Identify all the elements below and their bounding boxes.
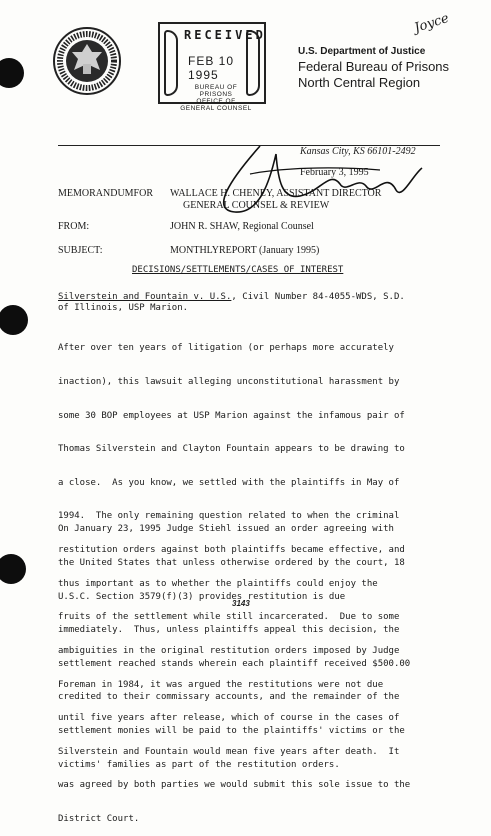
stamp-bureau-line1: BUREAU OF PRISONS bbox=[194, 84, 238, 98]
stamp-bureau bbox=[180, 84, 252, 112]
paragraph-2 bbox=[58, 502, 410, 782]
paragraph-line: credited to their commissary accounts, and the remainder of the bbox=[58, 692, 400, 703]
memo-subject-value: MONTHLYREPORT (January 1995) bbox=[170, 245, 320, 256]
paragraph-line: fruits of the settlement while still incarcerated. Due to some bbox=[58, 612, 400, 623]
paragraph-line: immediately. Thus, unless plaintiffs appeal this decision, the bbox=[58, 625, 400, 636]
section-heading: DECISIONS/SETTLEMENTS/CASES OF INTEREST bbox=[132, 265, 344, 275]
case-title: Silverstein and Fountain v. U.S. bbox=[58, 292, 232, 302]
paragraph-line: victims' families as part of the restitution orders. bbox=[58, 759, 340, 770]
location: Kansas City, KS 66101-2492 bbox=[300, 146, 416, 157]
case-citation bbox=[58, 292, 405, 303]
paragraph-line: settlement monies will be paid to the plaintiffs' victims or the bbox=[58, 726, 405, 737]
case-citation-line2: of Illinois, USP Marion. bbox=[58, 303, 189, 313]
paragraph-line: Foreman in 1984, it was argued the restitutions were not due bbox=[58, 679, 384, 690]
memo-subject-label: SUBJECT: bbox=[58, 245, 103, 256]
page-number: 3143 bbox=[232, 599, 250, 608]
paragraph-line: Silverstein and Fountain would mean five years after death. It bbox=[58, 746, 400, 757]
agency-region: North Central Region bbox=[298, 75, 421, 90]
handwritten-signature bbox=[190, 140, 430, 222]
punch-hole-bottom bbox=[0, 554, 26, 584]
memo-for-label: MEMORANDUMFOR bbox=[58, 188, 154, 199]
paragraph-line: restitution orders against both plaintiffs became effective, and bbox=[58, 545, 405, 556]
paragraph-line: inaction), this lawsuit alleging unconstitutional harassment by bbox=[58, 377, 400, 388]
received-stamp bbox=[158, 22, 266, 112]
doj-seal-icon bbox=[52, 26, 122, 96]
paragraph-line: until five years after release, which of course in the cases of bbox=[58, 713, 400, 724]
stamp-received-text: RECEIVED bbox=[184, 28, 266, 42]
paragraph-line: ambiguities in the original restitution orders imposed by Judge bbox=[58, 645, 400, 656]
paragraph-line: On January 23, 1995 Judge Stiehl issued an order agreeing with bbox=[58, 524, 394, 535]
agency-bureau: Federal Bureau of Prisons bbox=[298, 59, 450, 74]
memo-for-line2: GENERAL COUNSEL & REVIEW bbox=[183, 200, 330, 211]
memo-for-line1: WALLACE H. CHENEY, ASSISTANT DIRECTOR bbox=[170, 188, 382, 199]
paragraph-line: the United States that unless otherwise ordered by the court, 18 bbox=[58, 558, 405, 569]
stamp-bureau-line2: OFFICE OF GENERAL COUNSEL bbox=[180, 98, 252, 112]
case-citation-rest: , Civil Number 84-4055-WDS, S.D. bbox=[231, 292, 405, 302]
paragraph-line: 1994. The only remaining question related to when the criminal bbox=[58, 511, 400, 522]
paragraph-line: thus important as to whether the plaintiffs could enjoy the bbox=[58, 578, 378, 589]
punch-hole-middle bbox=[0, 305, 28, 335]
paragraph-line: District Court. bbox=[58, 813, 140, 824]
paragraph-line: U.S.C. Section 3579(f)(3) provides restitution is due bbox=[58, 591, 346, 602]
paragraph-line: After over ten years of litigation (or perhaps more accurately bbox=[58, 343, 394, 354]
punch-hole-top bbox=[0, 58, 24, 88]
paragraph-line: settlement reached stands wherein each plaintiff received $500.00 bbox=[58, 658, 411, 669]
memo-from-value: JOHN R. SHAW, Regional Counsel bbox=[170, 221, 314, 232]
paragraph-line: a close. As you know, we settled with the plaintiffs in May of bbox=[58, 477, 400, 488]
agency-department: U.S. Department of Justice bbox=[298, 46, 426, 57]
paragraph-line: was agreed by both parties we would submit this sole issue to the bbox=[58, 780, 411, 791]
stamp-date: FEB 10 1995 bbox=[188, 54, 235, 82]
handwritten-initials: Joyce bbox=[412, 10, 451, 37]
paragraph-line: Thomas Silverstein and Clayton Fountain appears to be drawing to bbox=[58, 444, 405, 455]
memo-date: February 3, 1995 bbox=[300, 167, 369, 178]
paragraph-line: some 30 BOP employees at USP Marion against the infamous pair of bbox=[58, 410, 405, 421]
memo-from-label: FROM: bbox=[58, 221, 90, 232]
